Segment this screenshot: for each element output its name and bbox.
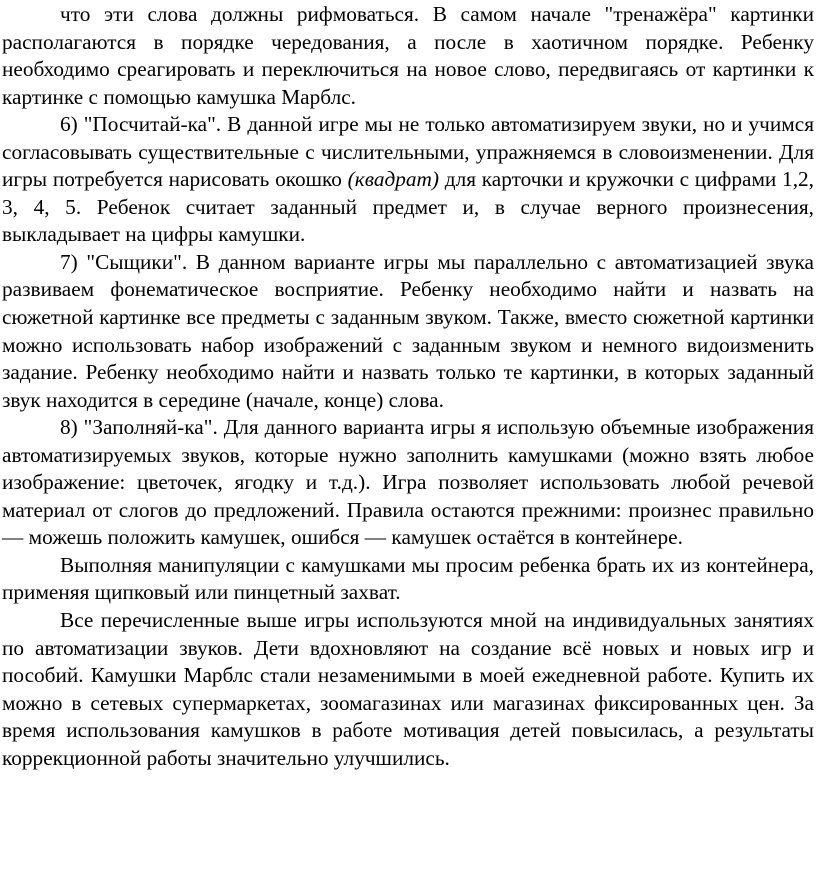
paragraph-game-6-poschitay-ka (2, 111, 814, 249)
paragraph-conclusion: Все перечисленные выше игры используются мной на индивидуальных занятиях по автоматизации звуков. Дети вдохновляют на создание всё новых и новых игр и пособий. Камушки Марблс стали незаменимыми в моей ежедневной работе. Купить их можно в сетевых супермаркетах, зоомагазинах или магазинах фиксированных цен. За время использования камушков в работе мотивация детей повысилась, а результаты коррекционной работы значительно улучшились. (2, 608, 814, 770)
paragraph-game-8-zapolnyay-ka: 8) "Заполняй-ка". Для данного варианта игры я использую объемные изображения автоматизируемых звуков, которые нужно заполнить камушками (можно взять любое изображение: цветочек, ягодку и т.д.). Игра позволяет использовать любой речевой материал от слогов до предложений. Правила остаются прежними: произнес правильно — можешь положить камушек, ошибся — камушек остаётся в контейнере. (2, 415, 814, 550)
paragraph-text-before: 6) "Посчитай-ка". В данной игре мы не только автоматизируем звуки, но и учимся согласовывать существительные с числительными, упражняемся в словоизменении. Для игры потребуется нарисовать окошко (2, 112, 814, 192)
paragraph-text-after: для карточки и кружочки с цифрами 1,2, 3, 4, 5. Ребенок считает заданный предмет и, в случае верного произнесения, выкладывает на цифры камушки. (2, 167, 814, 247)
paragraph-grip-manipulation: Выполняя манипуляции с камушками мы просим ребенка брать их из контейнера, применяя щипковый или пинцетный захват. (2, 552, 814, 605)
paragraph-rhyme-continuation: что эти слова должны рифмоваться. В самом начале "тренажёра" картинки располагаются в порядке чередования, а после в хаотичном порядке. Ребенку необходимо среагировать и переключиться на новое слово, передвигаясь от картинки к картинке с помощью камушка Марблс. (2, 2, 814, 109)
italic-square-note: (квадрат) (347, 167, 440, 192)
paragraph-game-7-syshchiki: 7) "Сыщики". В данном варианте игры мы параллельно с автоматизацией звука развиваем фонематическое восприятие. Ребенку необходимо найти и назвать на сюжетной картинке все предметы с заданным звуком. Также, вместо сюжетной картинки можно использовать набор изображений с заданным звуком и немного видоизменить задание. Ребенку необходимо найти и назвать только те картинки, в которых заданный звук находится в середине (начале, конце) слова. (2, 249, 814, 412)
